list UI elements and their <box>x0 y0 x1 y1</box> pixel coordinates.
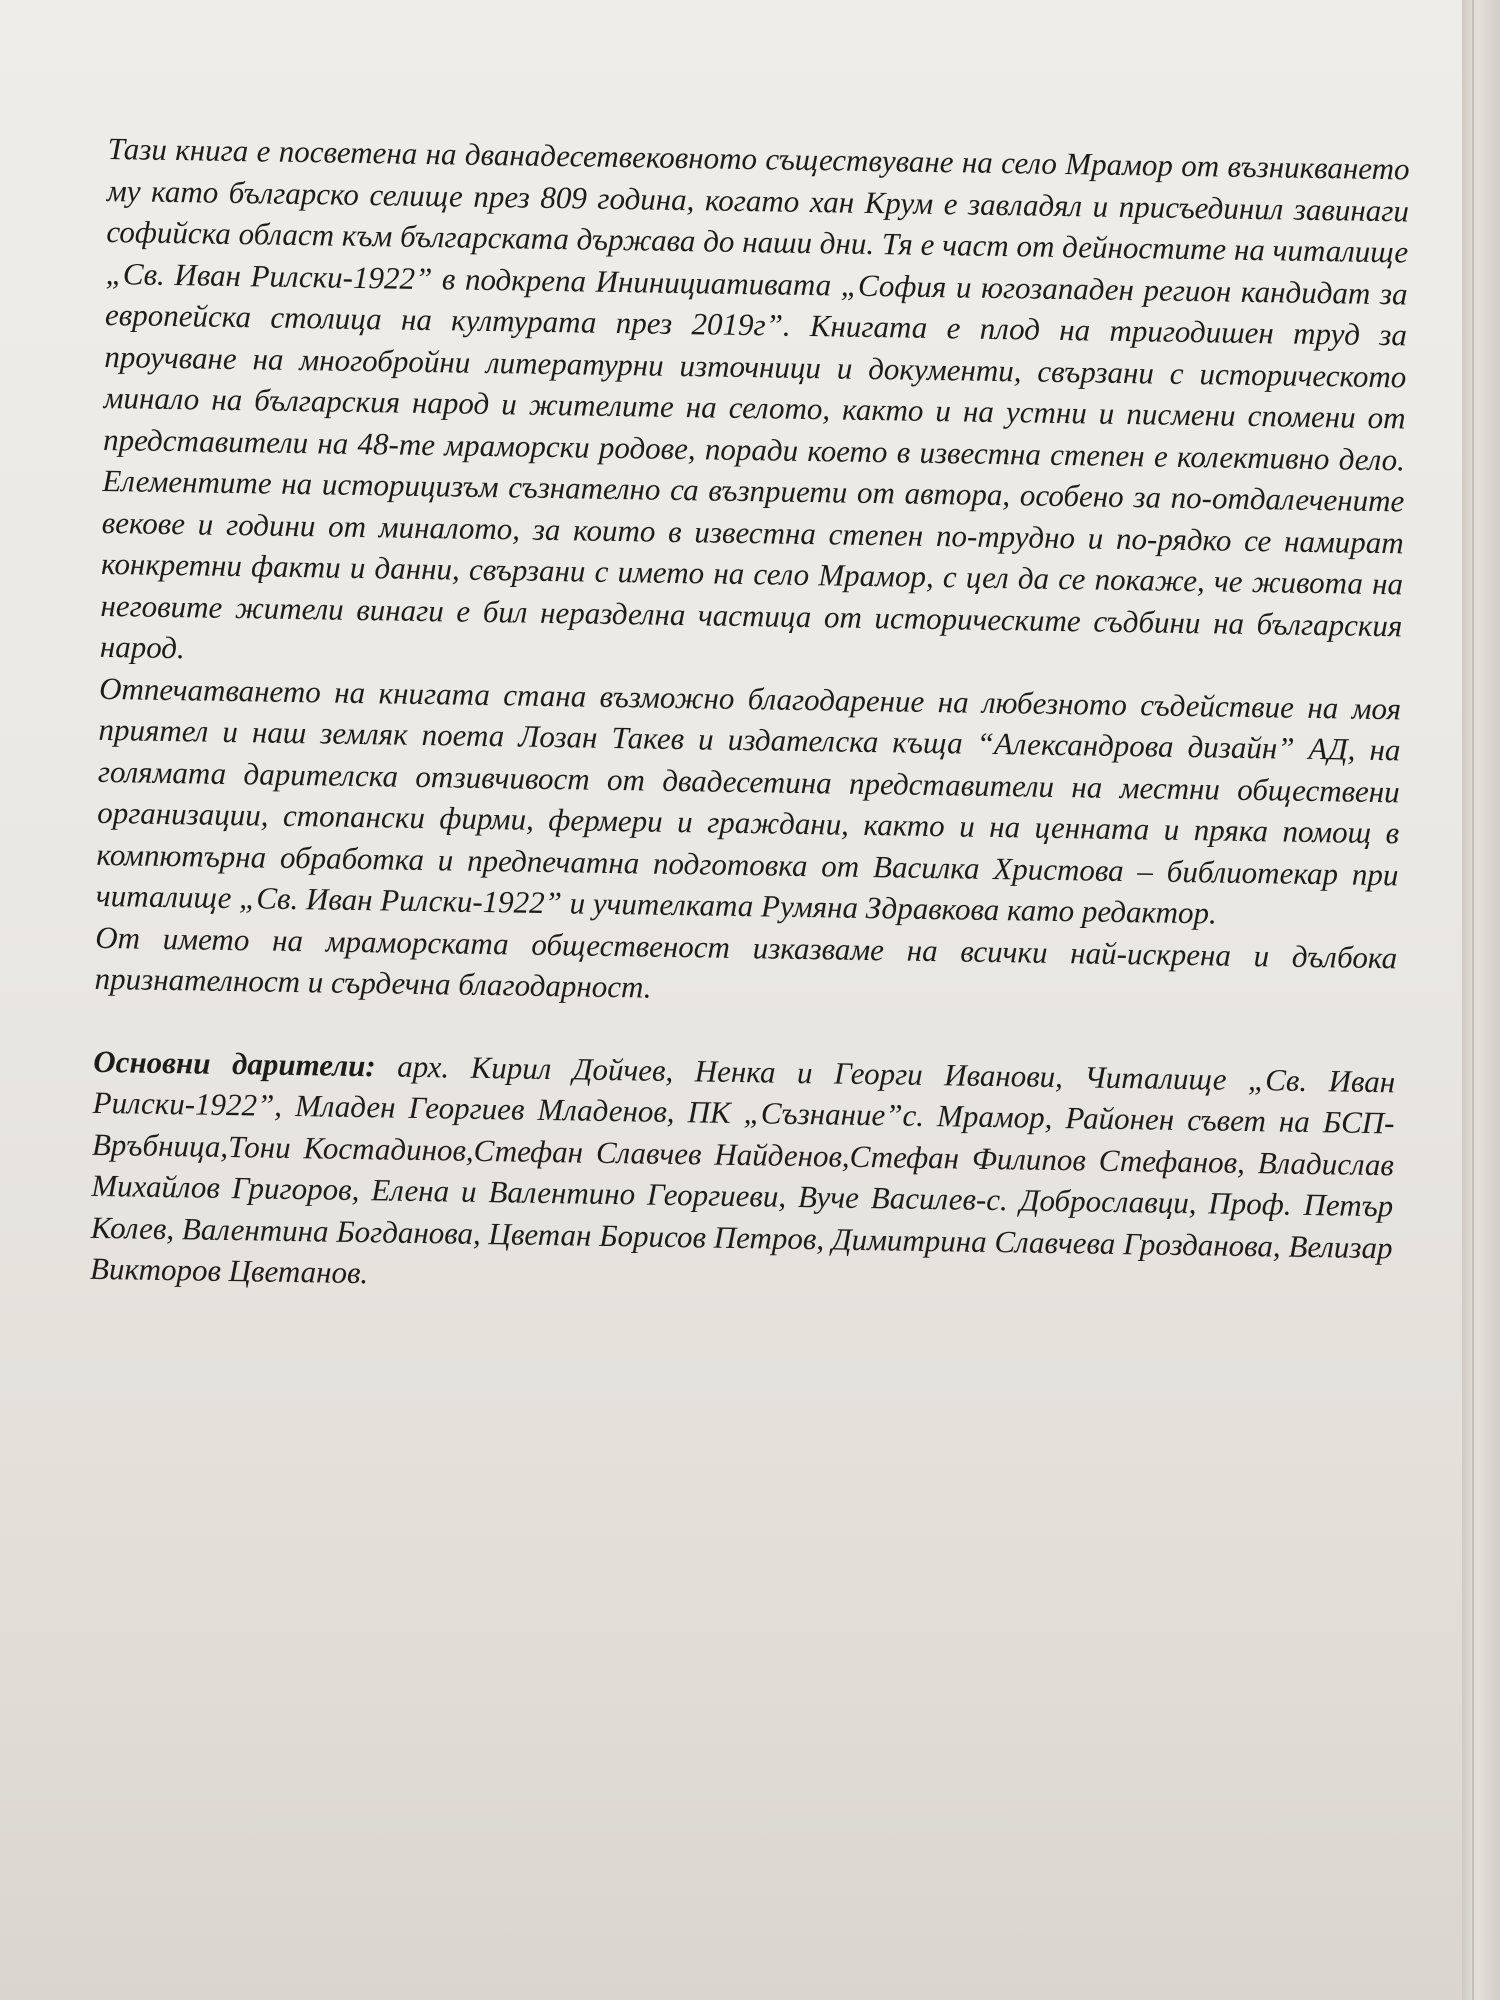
page-edge <box>1462 0 1500 2000</box>
donors-list: арх. Кирил Дойчев, Ненка и Георги Иванови, Читалище „Св. Иван Рилски-1922”, Младен Георгиев Младенов, ПК „Съзнание”с. Мрамор, Районен съвет на БСП-Връбница,Тони Костадинов,Стефан Славчев Найденов,Стефан Филипов Стефанов, Владислав Михайлов Григоров, Елена и Валентино Георгиеви, Вуче Василев-с. Доброславци, Проф. Петър Колев, Валентина Богданова, Цветан Борисов Петров, Димитрина Славчева Грозданова, Велизар Викторов Цветанов. <box>89 1047 1396 1291</box>
paragraph-gratitude: От името на мраморската общественост изказваме на всички най-искрена и дълбока признателност и сърдечна благодарност. <box>94 919 1398 1005</box>
dedication-text <box>90 128 1410 1310</box>
paragraph-printing-thanks: Отпечатването на книгата стана възможно благодарение на любезното съдействие на моя приятел и наш земляк поета Лозан Такев и издателска къща “Александрова дизайн” АД, на голямата дарителска отзивчивост от двадесетина представители на местни обществени организации, стопански фирми, фермери и граждани, както и на ценната и пряка помощ в компютърна обработка и предпечатна подготовка от Василка Христова – библиотекар при читалище „Св. Иван Рилски-1922” и учителката Румяна Здравкова като редактор. <box>95 670 1402 931</box>
paragraph-dedication: Тази книга е посветена на дванадесетвековното съществуване на село Мрамор от възникването му като българско селище през 809 година, когато хан Крум е завладял и присъединил завинаги софийска област към българската държава до наши дни. Тя е част от дейностите на читалище „Св. Иван Рилски-1922” в подкрепа Ининициативата „София и югозападен регион кандидат за европейска столица на културата през 2019г”. Книгата е плод на тригодишен труд за проучване на многобройни литературни източници и документи, свързани с историческото минало на българския народ и жителите на селото, както и на устни и писмени спомени от представители на 48-те мраморски родове, поради което в известна степен е колективно дело. Елементите на историцизъм съзнателно са възприети от автора, особено за по-отдалечените векове и години от миналото, за които в известна степен по-трудно и по-рядко се намират конкретни факти и данни, свързани с името на село Мрамор, с цел да се покаже, че живота на неговите жители винаги е бил неразделна частица от историческите съдбини на българския народ. <box>99 130 1410 666</box>
donors-paragraph <box>90 1040 1396 1309</box>
donors-label: Основни дарители: <box>93 1043 377 1083</box>
